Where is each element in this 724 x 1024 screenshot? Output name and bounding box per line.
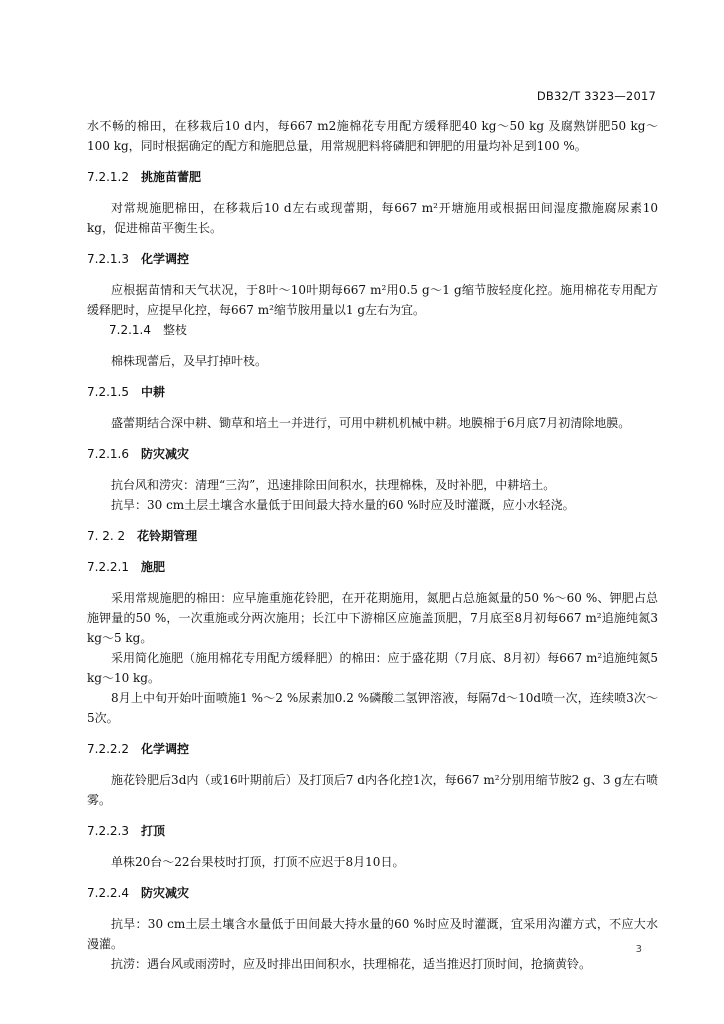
document-code: DB32/T 3323—2017	[536, 89, 656, 103]
paragraph: 施花铃肥后3d内（或16叶期前后）及打顶后7 d内各化控1次，每667 m²分别用缩节胺2 g、3 g左右喷雾。	[87, 773, 658, 807]
section-title: 整枝	[162, 323, 187, 337]
section-title: 施肥	[140, 560, 165, 574]
section-heading	[87, 249, 658, 269]
paragraph: 对常规施肥棉田，在移栽后10 d左右或现蕾期，每667 m²开塘施用或根据田间湿度撒施腐尿素10 kg，促进棉苗平衡生长。	[87, 201, 658, 235]
section-title: 防灾减灾	[140, 886, 189, 900]
section-heading	[87, 526, 658, 546]
paragraph: 抗旱：30 cm土层土壤含水量低于田间最大持水量的60 %时应及时灌溉，宜采用沟灌方式，不应大水漫灌。	[87, 917, 658, 951]
section-heading	[87, 167, 658, 187]
section-number: 7.2.1.4	[109, 323, 151, 337]
section-heading	[87, 821, 658, 841]
section-heading	[87, 883, 658, 903]
section-heading	[109, 320, 658, 340]
paragraph: 采用简化施肥（施用棉花专用配方缓释肥）的棉田：应于盛花期（7月底、8月初）每667 m²追施纯氮5 kg～10 kg。	[87, 651, 658, 685]
section-number: 7.2.2.2	[87, 742, 129, 756]
paragraph: 盛蕾期结合深中耕、锄草和培土一并进行，可用中耕机机械中耕。地膜棉于6月底7月初清除地膜。	[111, 416, 631, 430]
section-title: 挑施苗蕾肥	[140, 170, 201, 184]
paragraph: 8月上中旬开始叶面喷施1 %～2 %尿素加0.2 %磷酸二氢钾溶液，每隔7d～10d喷一次，连续喷3次～5次。	[87, 691, 658, 725]
section-number: 7.2.2.1	[87, 560, 129, 574]
section-number: 7.2.1.6	[87, 447, 129, 461]
paragraph: 应根据苗情和天气状况，于8叶～10叶期每667 m²用0.5 g～1 g缩节胺轻度化控。施用棉花专用配方缓释肥时，应提早化控，每667 m²缩节胺用量以1 g左右为宜。	[87, 283, 658, 317]
paragraph: 单株20台～22台果枝时打顶，打顶不应迟于8月10日。	[111, 855, 405, 869]
section-heading	[87, 739, 658, 759]
section-heading	[87, 444, 658, 464]
section-number: 7.2.2.3	[87, 824, 129, 838]
section-number: 7. 2. 2	[87, 529, 126, 543]
document-body	[87, 116, 658, 974]
section-title: 中耕	[140, 385, 165, 399]
section-heading	[87, 382, 658, 402]
section-title: 打顶	[140, 824, 165, 838]
section-title: 花铃期管理	[137, 529, 198, 543]
page-number: 3	[635, 944, 642, 955]
paragraph: 水不畅的棉田，在移栽后10 d内，每667 m2施棉花专用配方缓释肥40 kg～50 kg 及腐熟饼肥50 kg～100 kg，同时根据确定的配方和施肥总量，用常规肥料将磷肥和钾肥的用量均补足到100 %。	[87, 119, 658, 153]
section-number: 7.2.1.3	[87, 252, 129, 266]
paragraph: 抗旱：30 cm土层土壤含水量低于田间最大持水量的60 %时应及时灌溉，应小水轻浇。	[111, 498, 575, 512]
paragraph: 棉株现蕾后，及早打掉叶枝。	[111, 354, 268, 368]
paragraph: 抗涝：遇台风或雨涝时，应及时排出田间积水，扶理棉花，适当推迟打顶时间，抢摘黄铃。	[111, 957, 592, 971]
section-heading	[87, 557, 658, 577]
section-number: 7.2.1.5	[87, 385, 129, 399]
section-title: 化学调控	[140, 252, 189, 266]
paragraph: 采用常规施肥的棉田：应早施重施花铃肥，在开花期施用，氮肥占总施氮量的50 %～60 %、钾肥占总施钾量的50 %，一次重施或分两次施用；长江中下游棉区应施盖顶肥，7月底至8月初每667 m²追施纯氮3 kg～5 kg。	[87, 591, 658, 645]
section-title: 化学调控	[140, 742, 189, 756]
paragraph: 抗台风和涝灾：清理“三沟”，迅速排除田间积水，扶理棉株，及时补肥，中耕培土。	[111, 478, 556, 492]
section-number: 7.2.1.2	[87, 170, 129, 184]
section-title: 防灾减灾	[140, 447, 189, 461]
section-number: 7.2.2.4	[87, 886, 129, 900]
